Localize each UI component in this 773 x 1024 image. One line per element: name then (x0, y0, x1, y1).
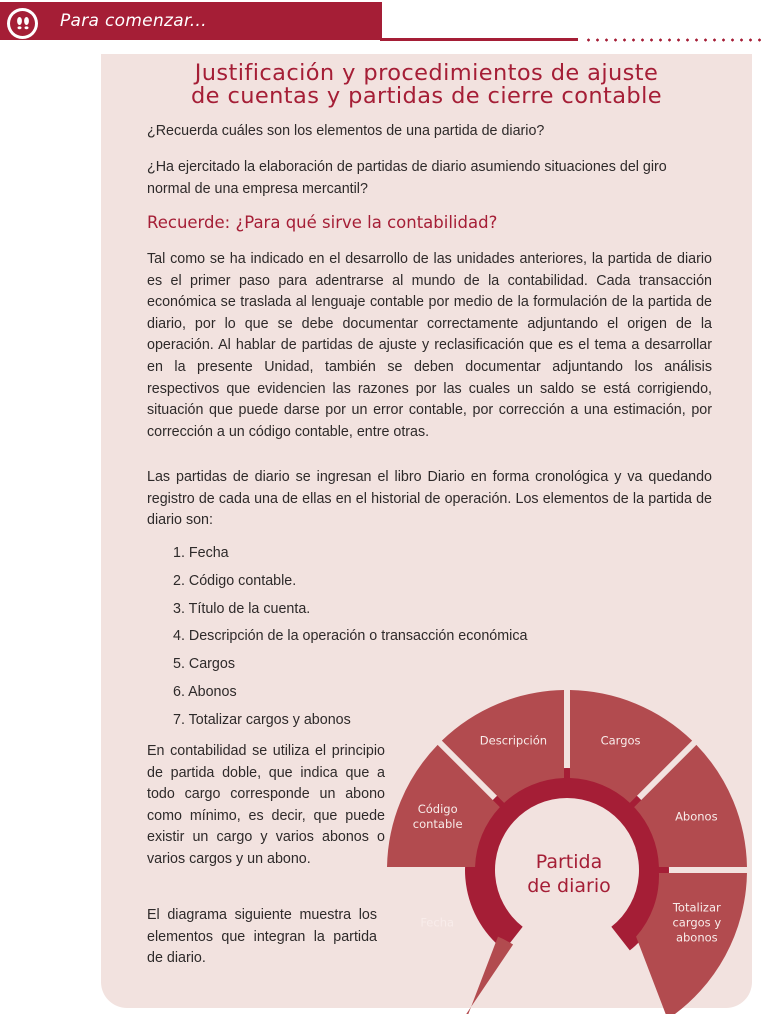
section-subheading: Recuerde: ¿Para qué sirve la contabilidad? (147, 213, 498, 232)
center-label-line-1: Partida (535, 851, 603, 873)
list-item: 1. Fecha (173, 545, 229, 561)
paragraph-diagram-intro: El diagrama siguiente muestra los elementos que integran la partida de diario. (147, 907, 377, 967)
title-line-2: de cuentas y partidas de cierre contable (190, 83, 663, 109)
question-1: ¿Recuerda cuáles son los elementos de una partida de diario? (147, 123, 545, 139)
title-line-1: Justificación y procedimientos de ajuste (194, 60, 659, 86)
segment-fecha-label: Fecha (420, 915, 455, 930)
section-label: Para comenzar... (60, 11, 207, 31)
paragraph-purpose: Tal como se ha indicado en el desarrollo de las unidades anteriores, la partida de diario es el primer paso para adentrarse al mundo de la contabilidad. Cada transacción económica se traslada al lenguaje contable por medio de la formulación de la partida de diario, por lo que se debe documentar correctamente adjuntando el origen de la operación. Al hablar de partidas de ajuste y reclasificación que es el tema a desarrollar en la presente Unidad, también se deben documentar adjuntando los análisis respectivos que evidencien las razones por las cuales un saldo se está corrigiendo, situación que puede darse por un error contable, por corrección a una estimación, por corrección a un código contable, entre otras. (147, 251, 712, 440)
list-item: 2. Código contable. (173, 572, 297, 589)
header-divider (379, 2, 381, 40)
segment-totalizar-label: Totalizar cargos y abonos (672, 900, 722, 945)
question-2: ¿Ha ejercitado la elaboración de partidas de diario asumiendo situaciones del giro normal de una empresa mercantil? (147, 159, 667, 197)
segment-codigo-contable-label: Código contable (412, 801, 463, 831)
list-item: 5. Cargos (173, 656, 235, 673)
paragraph-double-entry: En contabilidad se utiliza el principio de partida doble, que indica que a todo cargo corresponde un abono como mínimo, es decir, que puede existir un cargo y varios abonos o varios cargos y un abono. (147, 743, 385, 867)
list-item: 6. Abonos (173, 683, 237, 700)
center-label-line-2: de diario (527, 875, 611, 897)
section-header-bar (0, 2, 382, 40)
header-dotted-line (584, 38, 764, 42)
content-card (101, 54, 752, 1008)
partida-diagram-svg (381, 684, 761, 1014)
partida-diagram (381, 684, 761, 1014)
page-title (101, 62, 752, 108)
header-underline (380, 38, 578, 41)
paragraph-elements-intro: Las partidas de diario se ingresan el libro Diario en forma cronológica y va quedando registro de cada una de ellas en el historial de operación. Los elementos de la partida de diario son: (147, 469, 712, 529)
segment-descripcion-label: Descripción (479, 733, 548, 748)
segment-fecha (464, 937, 513, 1014)
segment-cargos-label: Cargos (600, 733, 641, 748)
list-item: 7. Totalizar cargos y abonos (173, 711, 351, 728)
footprints-icon (7, 8, 38, 39)
list-item: 3. Título de la cuenta. (173, 600, 311, 617)
list-item: 4. Descripción de la operación o transacción económica (173, 628, 528, 645)
segment-abonos-label: Abonos (675, 809, 718, 824)
